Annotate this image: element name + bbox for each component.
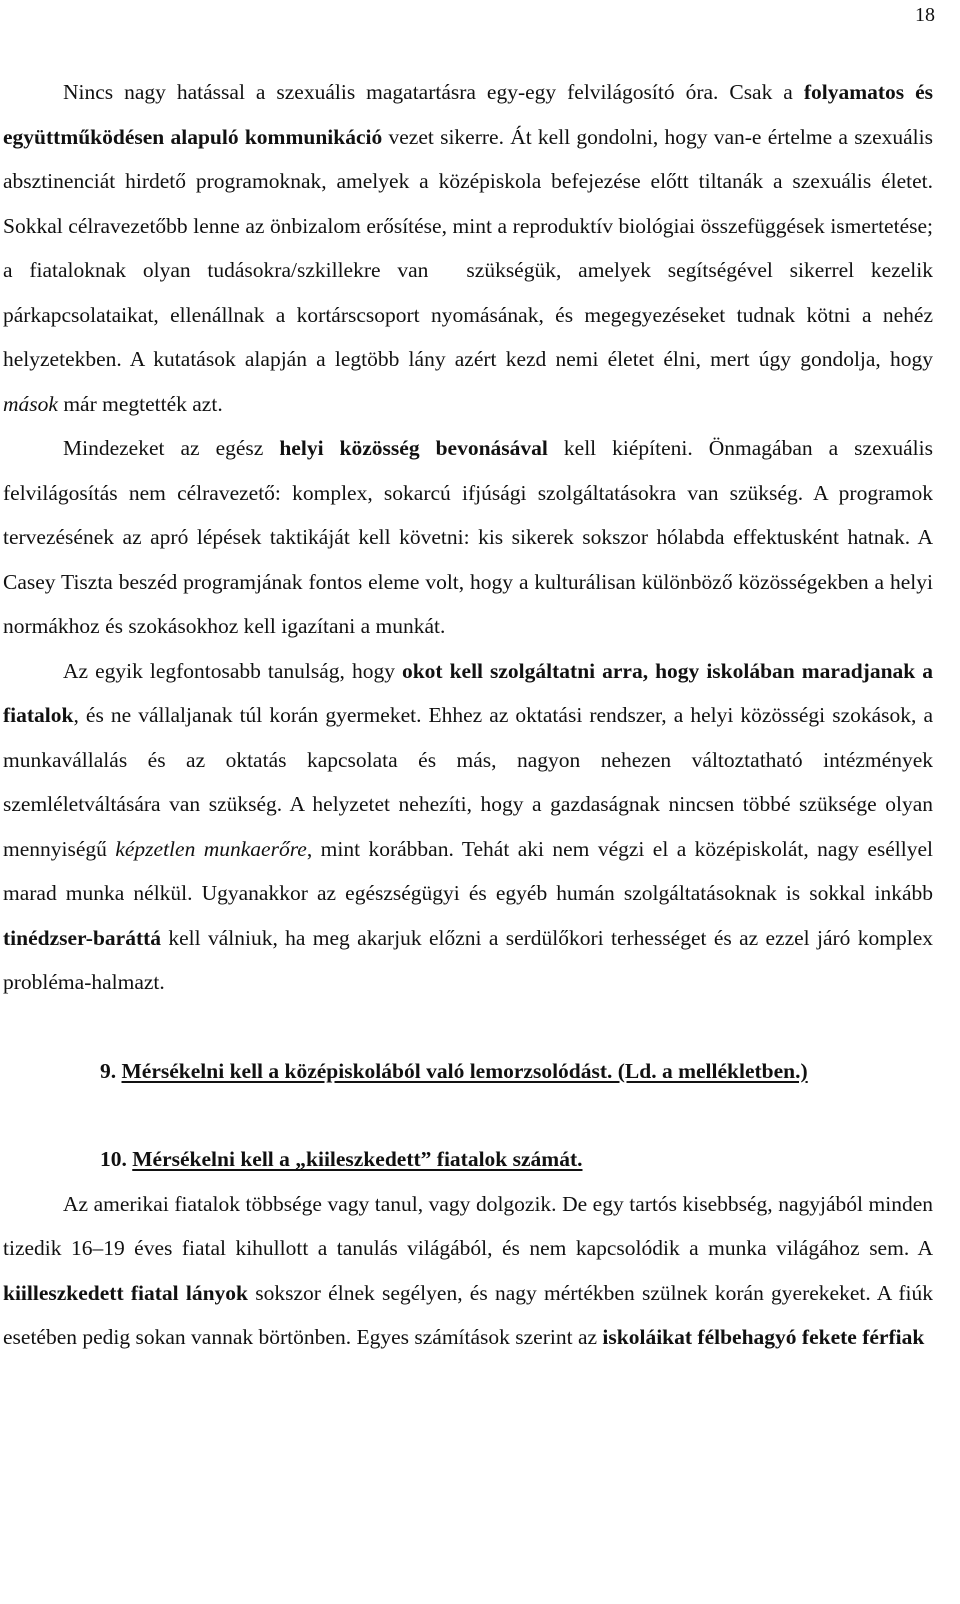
paragraph-2 [3, 426, 933, 649]
p3-bold-school: okot kell szolgáltatni arra, hogy iskolában maradjanak a fiatalok [3, 658, 933, 727]
p3-text-a: Az egyik legfontosabb tanulság, hogy [63, 658, 402, 683]
p1-bold-communication: folyamatos és együttműködésen alapuló kommunikáció [3, 80, 933, 149]
p3-text-d: kell válniuk, ha meg akarjuk előzni a serdülőkori terhességet és az ezzel járó komplex probléma-halmazt. [3, 925, 933, 994]
p4-bold-men: iskoláikat félbehagyó fekete férfiak [602, 1325, 925, 1349]
p1-text-a: Nincs nagy hatással a szexuális magatartásra egy-egy felvilágosító óra. Csak a [63, 80, 804, 104]
heading-10-number: 10. [100, 1147, 127, 1171]
heading-10-title: Mérsékelni kell a „kiileszkedett” fiatalok számát. [132, 1147, 583, 1171]
paragraph-1 [3, 70, 933, 426]
p4-text-a: Az amerikai fiatalok többsége vagy tanul, vagy dolgozik. De egy tartós kisebbség, nagyjából minden tizedik 16–19 éves fiatal kihullott a tanulás világából, és nem kapcsolódik a munka világához sem. A [3, 1191, 933, 1260]
p2-text-b: kell kiépíteni. Önmagában a szexuális felvilágosítás nem célravezető: komplex, sokarcú ifjúsági szolgáltatásokra van szükség. A programok tervezésének az apró lépések taktikáját kell követni: kis sikerek sokszor hólabda effektusként hatnak. A Casey Tiszta beszéd programjának fontos eleme volt, hogy a kulturálisan különböző közösségekben a helyi normákhoz és szokásokhoz kell igazítani a munkát. [3, 436, 933, 638]
p3-bold-teen-friendly: tinédzser-baráttá [3, 925, 162, 950]
p4-text-b: sokszor élnek segélyen, és nagy mértékben szülnek korán gyerekeket. A fiúk esetében pedig sokan vannak börtönben. Egyes számítások szerint az [3, 1280, 934, 1349]
p1-text-d: már megtették azt. [57, 391, 223, 416]
p4-bold-girls: kiilleszkedett fiatal lányok [3, 1280, 249, 1305]
section-heading-10 [3, 1137, 933, 1182]
section-heading-9 [3, 1049, 933, 1094]
heading-9-title: Mérsékelni kell a középiskolából való lemorzsolódást. (Ld. a mellékletben.) [121, 1058, 808, 1083]
paragraph-4 [3, 1182, 933, 1360]
p1-text-b: vezet sikerre. Át kell gondolni, hogy van-e értelme a szexuális absztinenciát hirdető programoknak, amelyek a középiskola befejezése előtt tiltanák a szexuális életet. Sokkal célravezetőbb lenne az önbizalom erősítése, mint a reproduktív biológiai összefüggések ismertetése; a fiataloknak olyan tudásokra/szkillekre van [3, 124, 933, 282]
p2-bold-community: helyi közösség bevonásával [279, 436, 548, 460]
p1-italic-others: mások [3, 391, 58, 416]
p3-italic-workforce: képzetlen munkaerőre [115, 836, 307, 861]
paragraph-3 [3, 649, 933, 1005]
p2-text-a: Mindezeket az egész [63, 436, 280, 460]
document-body [3, 70, 933, 1360]
heading-9-number: 9. [100, 1058, 117, 1083]
p3-text-b: , és ne vállaljanak túl korán gyermeket. Ehhez az oktatási rendszer, a helyi közösségi szokások, a munkavállalás és az oktatás kapcsolata és más, nagyon nehezen változtatható intézmények szemléletváltására van szükség. A helyzetet nehezíti, hogy a gazdaságnak nincsen többé szüksége olyan mennyiségű [3, 703, 933, 861]
page-number: 18 [915, 4, 935, 26]
p1-text-c: szükségük, amelyek segítségével sikerrel kezelik párkapcsolataikat, ellenállnak a kortárscsoport nyomásának, és megegyezéseket tudnak kötni a nehéz helyzetekben. A kutatások alapján a legtöbb lány azért kezd nemi életet élni, mert úgy gondolja, hogy [3, 258, 933, 371]
p3-text-c: , mint korábban. Tehát aki nem végzi el a középiskolát, nagy eséllyel marad munka nélkül. Ugyanakkor az egészségügyi és egyéb humán szolgáltatásoknak is sokkal inkább [3, 836, 934, 905]
